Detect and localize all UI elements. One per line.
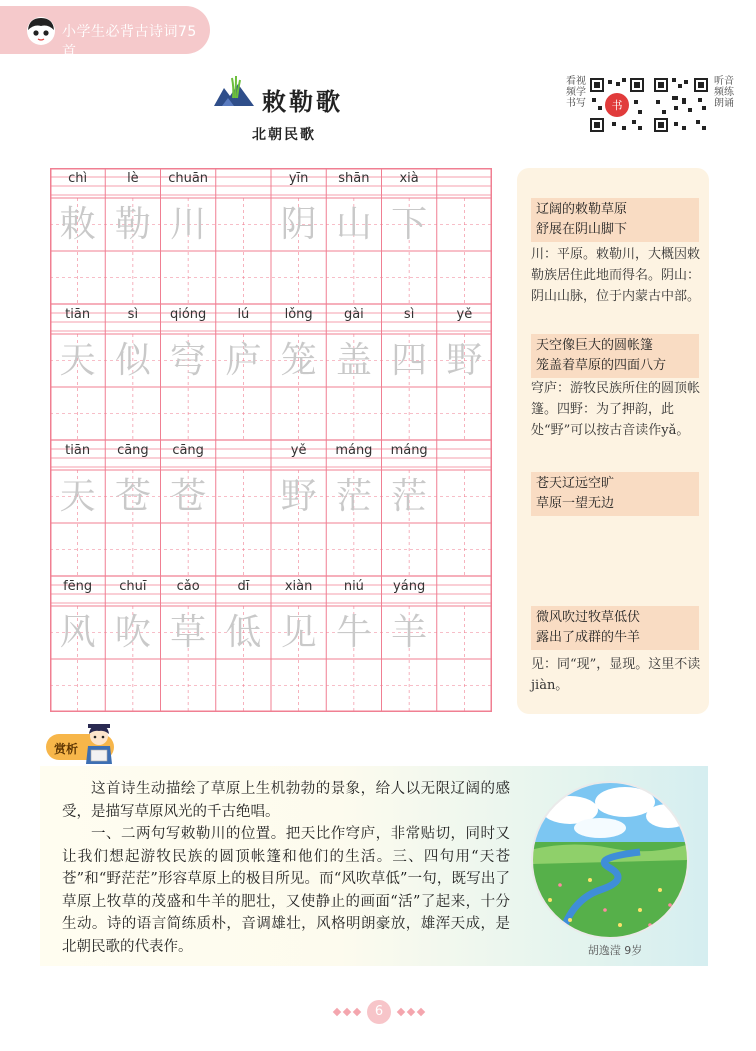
pinyin-syllable: xiàn — [284, 579, 313, 594]
trace-character: 牛 — [335, 612, 372, 653]
page-dot — [333, 1008, 341, 1016]
painting-caption: 胡逸滢 9岁 — [587, 944, 643, 957]
page-dot — [407, 1008, 415, 1016]
trace-character: 茫 — [335, 476, 372, 517]
page-number: 6 — [367, 1000, 391, 1024]
note-translation-2: 天空像巨大的圆帐篷 笼盖着草原的四面八方 — [531, 334, 699, 378]
trace-character: 盖 — [335, 340, 372, 381]
pinyin-syllable: sì — [403, 307, 415, 322]
qr-code-video-icon[interactable] — [588, 76, 646, 134]
pinyin-syllable: tiān — [65, 443, 91, 458]
page-dot — [417, 1008, 425, 1016]
pinyin-syllable: cǎo — [176, 579, 200, 594]
pinyin-syllable: qióng — [169, 307, 207, 322]
note-explanation-1: 川：平原。敕勒川，大概因敕勒族居住此地而得名。阴山：阴山山脉，位于内蒙古中部。 — [531, 247, 701, 304]
pinyin-syllable: cāng — [117, 443, 149, 458]
poem-title: 敕勒歌 — [262, 88, 343, 116]
svg-text:书: 书 — [611, 99, 623, 112]
trace-character: 下 — [391, 204, 428, 245]
trace-character: 天 — [59, 476, 96, 517]
trace-character: 庐 — [225, 340, 262, 381]
pinyin-syllable: lè — [127, 171, 139, 186]
grassland-painting — [530, 780, 690, 940]
trace-character: 苍 — [114, 476, 151, 517]
qr-label-audio: 听音频练朗诵 — [714, 76, 734, 109]
trace-character: 勒 — [114, 204, 151, 245]
qr-label-video: 看视频学书写 — [566, 76, 586, 109]
trace-character: 低 — [225, 612, 262, 653]
pinyin-syllable: tiān — [65, 307, 91, 322]
trace-character: 羊 — [391, 612, 428, 653]
trace-character: 野 — [446, 340, 483, 381]
note-translation-4: 微风吹过牧草低伏 露出了成群的牛羊 — [531, 606, 699, 650]
page-dot — [343, 1008, 351, 1016]
trace-character: 山 — [335, 204, 372, 245]
trace-character: 野 — [280, 476, 317, 517]
pinyin-syllable: cāng — [172, 443, 204, 458]
pinyin-syllable: gài — [343, 307, 364, 322]
appreciation-paragraph-1: 这首诗生动描绘了草原上生机勃勃的景象，给人以无限辽阔的感受，是描写草原风光的千古绝唱。 — [62, 781, 510, 820]
pinyin-syllable: chuī — [119, 579, 147, 594]
trace-character: 似 — [114, 340, 151, 381]
trace-character: 天 — [59, 340, 96, 381]
pinyin-syllable: yě — [456, 307, 473, 322]
appreciation-paragraph-2: 一、二两句写敕勒川的位置。把天比作穹庐，非常贴切，同时又让我们想起游牧民族的圆顶帐篷和他们的生活。三、四句用“天苍苍”和“野茫茫”形容草原上的极目所见。而“风吹草低”一句，既写出了草原上牧草的茂盛和牛羊的肥壮，又使静止的画面“活”了起来，十分生动。诗的语言简练质朴，音调雄壮，风格明朗豪放，雄浑天成，是北朝民歌的代表作。 — [62, 826, 510, 955]
pinyin-syllable: máng — [335, 443, 373, 458]
pinyin-syllable: xià — [399, 171, 419, 186]
trace-character: 茫 — [391, 476, 428, 517]
trace-character: 敕 — [59, 204, 96, 245]
pinyin-syllable: niú — [343, 579, 364, 594]
trace-character: 苍 — [170, 476, 207, 517]
note-explanation-2: 穹庐：游牧民族所住的圆顶帐篷。四野：为了押韵，此处“野”可以按古音读作yǎ。 — [531, 381, 701, 438]
pinyin-syllable: dī — [237, 579, 250, 594]
trace-character: 川 — [170, 204, 207, 245]
note-translation-1: 辽阔的敕勒草原 舒展在阴山脚下 — [531, 198, 699, 242]
pinyin-syllable: fēng — [63, 579, 93, 594]
trace-character: 风 — [59, 612, 96, 653]
pinyin-syllable: shān — [338, 171, 370, 186]
trace-character: 四 — [391, 340, 428, 381]
appreciation-label: 赏析 — [54, 742, 79, 756]
trace-character: 草 — [170, 612, 207, 653]
page-dot — [397, 1008, 405, 1016]
book-header-tab — [0, 6, 210, 60]
pinyin-syllable: lǒng — [284, 307, 313, 322]
pinyin-syllable: lú — [237, 307, 250, 322]
pinyin-syllable: chì — [68, 171, 88, 186]
girl-face-icon — [26, 16, 56, 46]
pinyin-syllable: yīn — [288, 171, 309, 186]
pinyin-syllable: sì — [127, 307, 139, 322]
qr-code-audio-icon[interactable] — [652, 76, 710, 134]
pinyin-syllable: máng — [390, 443, 428, 458]
pinyin-syllable: yě — [290, 443, 307, 458]
trace-character: 笼 — [280, 340, 317, 381]
trace-character: 见 — [280, 612, 317, 653]
poem-author: 北朝民歌 — [252, 127, 316, 143]
note-explanation-4: 见：同“现”，显现。这里不读jiàn。 — [531, 657, 701, 693]
book-title: 小学生必背古诗词75首 — [62, 24, 197, 60]
mountain-grass-icon — [214, 76, 254, 110]
trace-character: 吹 — [114, 612, 151, 653]
calligraphy-practice-grid — [50, 168, 492, 712]
reading-boy-icon — [82, 724, 116, 764]
pinyin-syllable: yáng — [393, 579, 426, 594]
trace-character: 阴 — [280, 204, 317, 245]
page-dot — [353, 1008, 361, 1016]
trace-character: 穹 — [170, 340, 207, 381]
note-translation-3: 苍天辽远空旷 草原一望无边 — [531, 472, 699, 516]
translation-notes-panel — [517, 168, 709, 714]
pinyin-syllable: chuān — [168, 171, 209, 186]
